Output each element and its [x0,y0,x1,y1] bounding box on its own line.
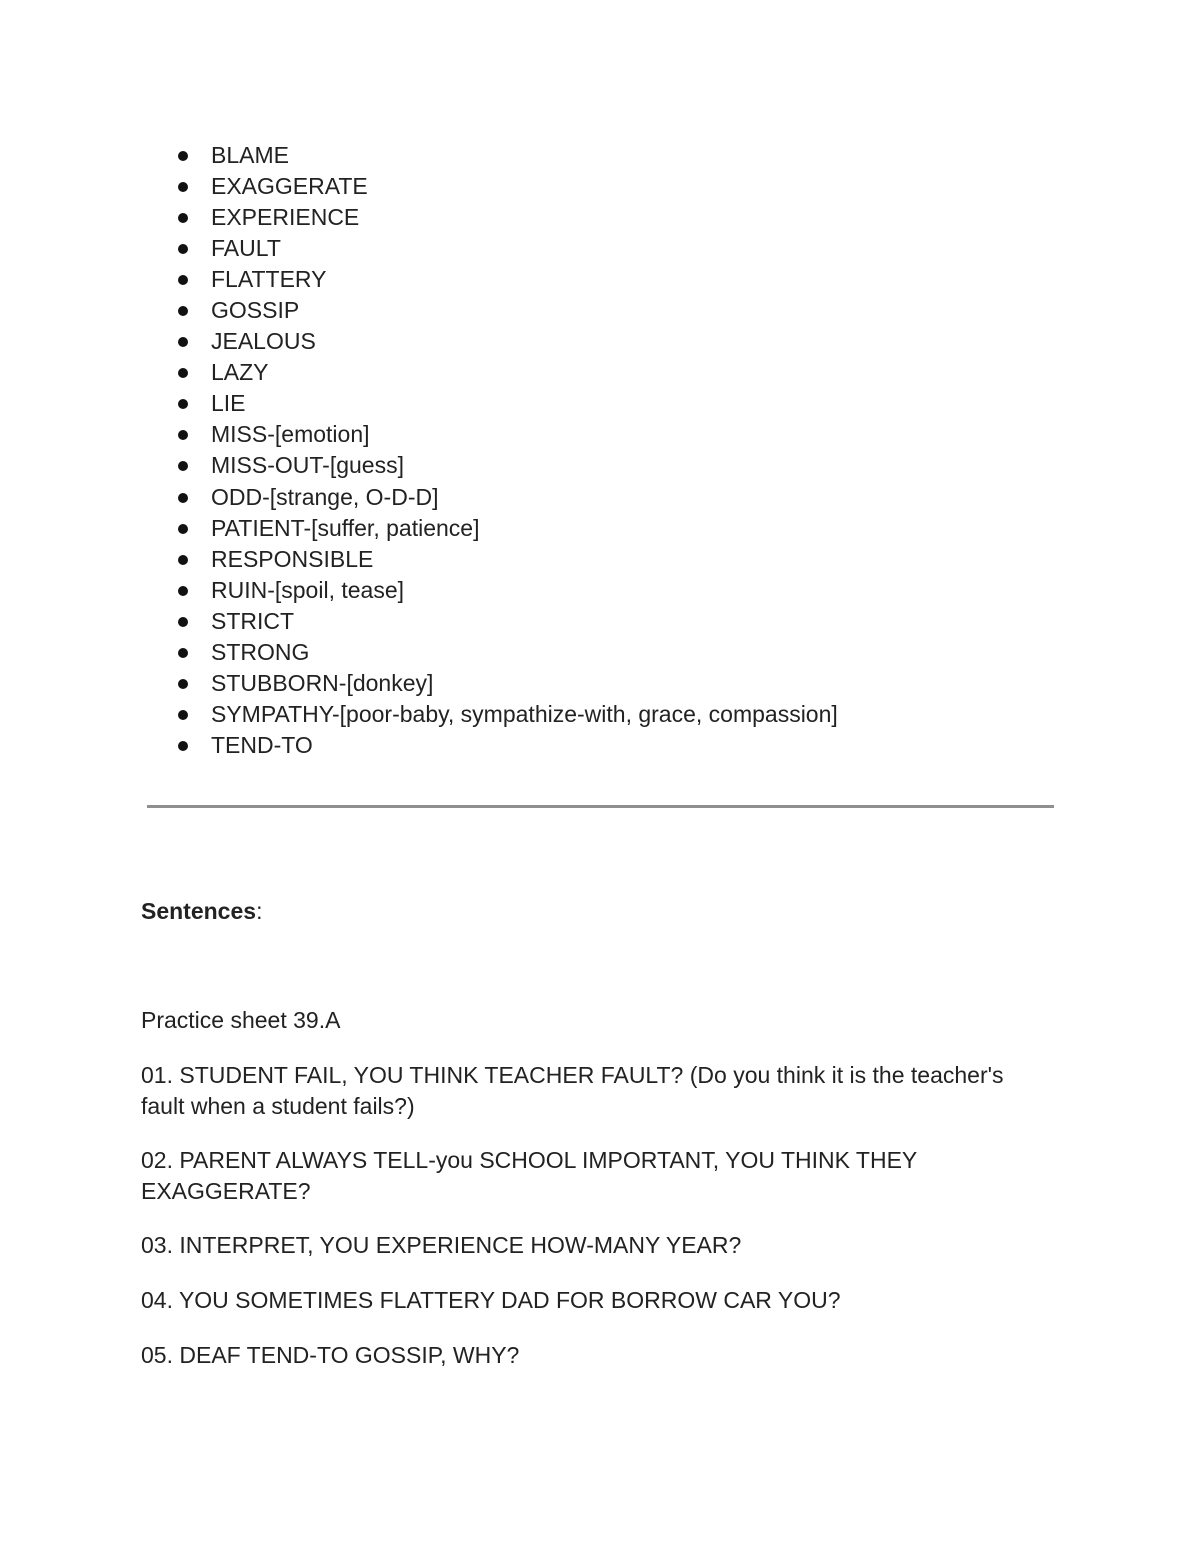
vocabulary-term: SYMPATHY-[poor-baby, sympathize-with, grace, compassion] [211,700,838,727]
vocabulary-item [211,699,838,730]
bullet-icon [178,710,188,720]
practice-sentence: 01. STUDENT FAIL, YOU THINK TEACHER FAULT? (Do you think it is the teacher's fault when a student fails?) [141,1062,1004,1119]
vocabulary-item [211,513,838,544]
vocabulary-item [211,326,838,357]
bullet-icon [178,368,188,378]
vocabulary-term: STRICT [211,607,295,634]
horizontal-divider [147,805,1054,808]
vocabulary-term: STUBBORN-[donkey] [211,669,434,696]
vocabulary-term: JEALOUS [211,328,316,355]
bullet-icon [178,524,188,534]
bullet-icon [178,244,188,254]
vocabulary-term: FAULT [211,235,281,262]
vocabulary-item [211,171,838,202]
vocabulary-term: LIE [211,390,246,417]
bullet-icon [178,151,188,161]
practice-sentence: 03. INTERPRET, YOU EXPERIENCE HOW-MANY YEAR? [141,1232,742,1258]
practice-sheet-title: Practice sheet 39.A [141,1007,341,1033]
bullet-icon [178,461,188,471]
bullet-icon [178,182,188,192]
vocabulary-term: GOSSIP [211,297,300,324]
bullet-icon [178,213,188,223]
vocabulary-item [211,575,838,606]
vocabulary-item [211,668,838,699]
vocabulary-item [211,730,838,761]
sentences-heading-colon: : [256,898,263,924]
bullet-icon [178,741,188,751]
vocabulary-item [211,388,838,419]
vocabulary-term: STRONG [211,638,310,665]
vocabulary-term: BLAME [211,142,289,168]
vocabulary-term: MISS-OUT-[guess] [211,452,404,479]
vocabulary-term: PATIENT-[suffer, patience] [211,514,480,541]
vocabulary-item [211,357,838,388]
vocabulary-item [211,419,838,450]
vocabulary-term: EXAGGERATE [211,173,368,200]
vocabulary-term: LAZY [211,359,269,386]
bullet-icon [178,493,188,503]
sentences-heading-label: Sentences [141,898,257,924]
vocabulary-term: EXPERIENCE [211,204,360,231]
vocabulary-item [211,295,838,326]
vocabulary-item [211,482,838,513]
vocabulary-term: RESPONSIBLE [211,545,374,572]
vocabulary-item [211,450,838,481]
sentences-heading [141,896,262,926]
vocabulary-item [211,637,838,668]
vocabulary-item [211,606,838,637]
vocabulary-item [211,233,838,264]
practice-sentence: 04. YOU SOMETIMES FLATTERY DAD FOR BORROW CAR YOU? [141,1287,841,1313]
bullet-icon [178,306,188,316]
vocabulary-list [211,140,838,761]
vocabulary-item [211,264,838,295]
bullet-icon [178,617,188,627]
practice-sentence: 05. DEAF TEND-TO GOSSIP, WHY? [141,1342,520,1368]
practice-sentence: 02. PARENT ALWAYS TELL-you SCHOOL IMPORTANT, YOU THINK THEY EXAGGERATE? [141,1147,917,1204]
bullet-icon [178,648,188,658]
vocabulary-term: TEND-TO [211,731,313,758]
vocabulary-item [211,544,838,575]
bullet-icon [178,337,188,347]
bullet-icon [178,275,188,285]
vocabulary-term: ODD-[strange, O-D-D] [211,483,439,510]
vocabulary-term: MISS-[emotion] [211,421,370,448]
bullet-icon [178,679,188,689]
vocabulary-term: FLATTERY [211,266,327,293]
vocabulary-item [211,140,838,171]
vocabulary-term: RUIN-[spoil, tease] [211,576,405,603]
vocabulary-item [211,202,838,233]
bullet-icon [178,430,188,440]
bullet-icon [178,586,188,596]
bullet-icon [178,399,188,409]
bullet-icon [178,555,188,565]
